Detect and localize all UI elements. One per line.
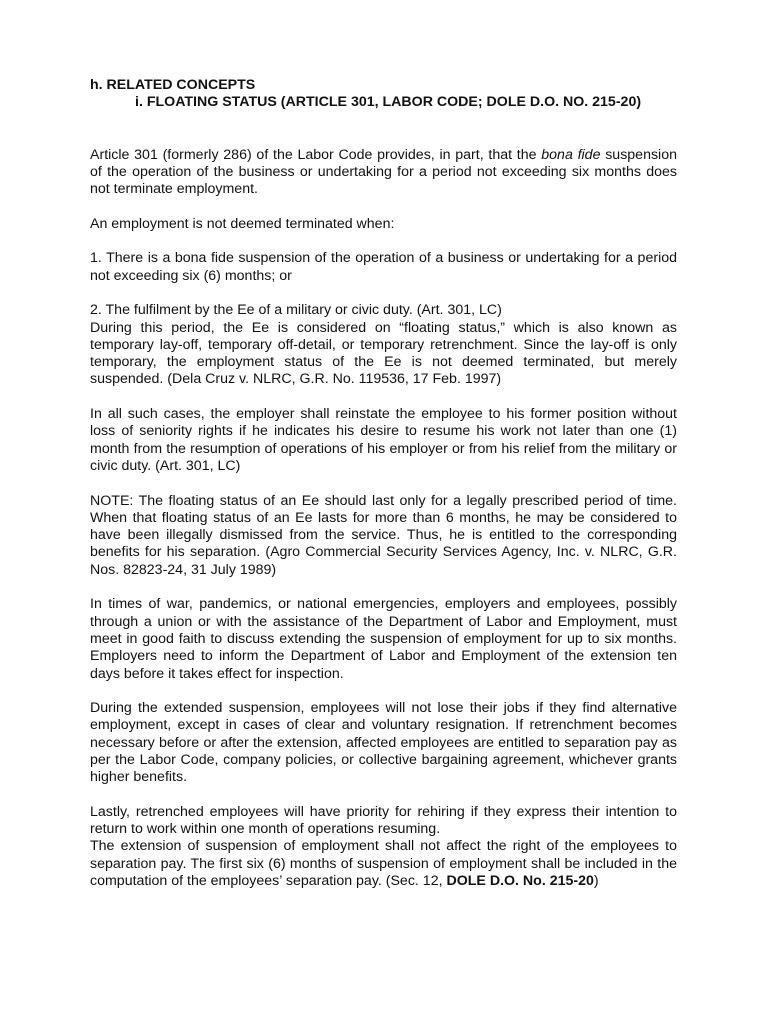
- paragraph-reinstatement: In all such cases, the employer shall reinstate the employee to his former position without loss of seniority rights if he indicates his desire to resume his work not later than one (1) month from the resumption of operations of his employer or from his relief from the military or civic duty. (Art. 301, LC): [90, 406, 677, 474]
- paragraph-article-301: [90, 147, 677, 199]
- paragraph-text: Article 301 (formerly 286) of the Labor Code provides, in part, that the: [90, 146, 542, 163]
- section-heading: h. RELATED CONCEPTS: [90, 77, 256, 93]
- list-item-1: 1. There is a bona fide suspension of the operation of a business or undertaking for a period not exceeding six (6) months; or: [90, 250, 677, 284]
- paragraph-text: ): [593, 873, 599, 890]
- paragraph-rehiring: Lastly, retrenched employees will have priority for rehiring if they express their intention to return to work within one month of operations resuming.: [90, 803, 677, 838]
- paragraph-not-terminated: An employment is not deemed terminated when:: [90, 215, 395, 232]
- paragraph-extended-suspension: During the extended suspension, employees will not lose their jobs if they find alternative employment, except in cases of clear and voluntary resignation. If retrenchment becomes necessary before or after the extension, affected employees are entitled to separation pay as per the Labor Code, company policies, or collective bargaining agreement, whichever grants higher benefits.: [90, 700, 677, 786]
- section-subheading: i. FLOATING STATUS (ARTICLE 301, LABOR CODE; DOLE D.O. NO. 215-20): [135, 94, 642, 111]
- bold-reference: DOLE D.O. No. 215-20: [446, 873, 594, 890]
- italic-term: bona fide: [541, 146, 601, 163]
- paragraph-floating-status: During this period, the Ee is considered on “floating status,” which is also known as temporary lay-off, temporary off-detail, or temporary retrenchment. Since the lay-off is only temporary, the employment status of the Ee is not deemed terminated, but merely suspended. (Dela Cruz v. NLRC, G.R. No. 119536, 17 Feb. 1997): [90, 319, 677, 388]
- document-page: [90, 77, 677, 890]
- paragraph-separation-pay: [90, 838, 677, 890]
- paragraph-emergencies: In times of war, pandemics, or national emergencies, employers and employees, possibly through a union or with the assistance of the Department of Labor and Employment, must meet in good faith to discuss extending the suspension of employment for up to six months. Employers need to inform the Department of Labor and Employment of the extension ten days before it takes effect for inspection.: [90, 596, 677, 682]
- paragraph-text: The extension of suspension of employment shall not affect the right of the employees to separation pay. The first six (6) months of suspension of employment shall be included in the computation of the employees’ separation pay. (Sec. 12,: [90, 838, 677, 890]
- list-item-2: 2. The fulfilment by the Ee of a military or civic duty. (Art. 301, LC): [90, 302, 502, 319]
- paragraph-note: NOTE: The floating status of an Ee should last only for a legally prescribed period of time. When that floating status of an Ee lasts for more than 6 months, he may be considered to have been illegally dismissed from the service. Thus, he is entitled to the corresponding benefits for his separation. (Agro Commercial Security Services Agency, Inc. v. NLRC, G.R. Nos. 82823-24, 31 July 1989): [90, 492, 677, 578]
- paragraph-text: suspension of the operation of the business or undertaking for a period not exceeding six months does not terminate employment.: [90, 146, 677, 198]
